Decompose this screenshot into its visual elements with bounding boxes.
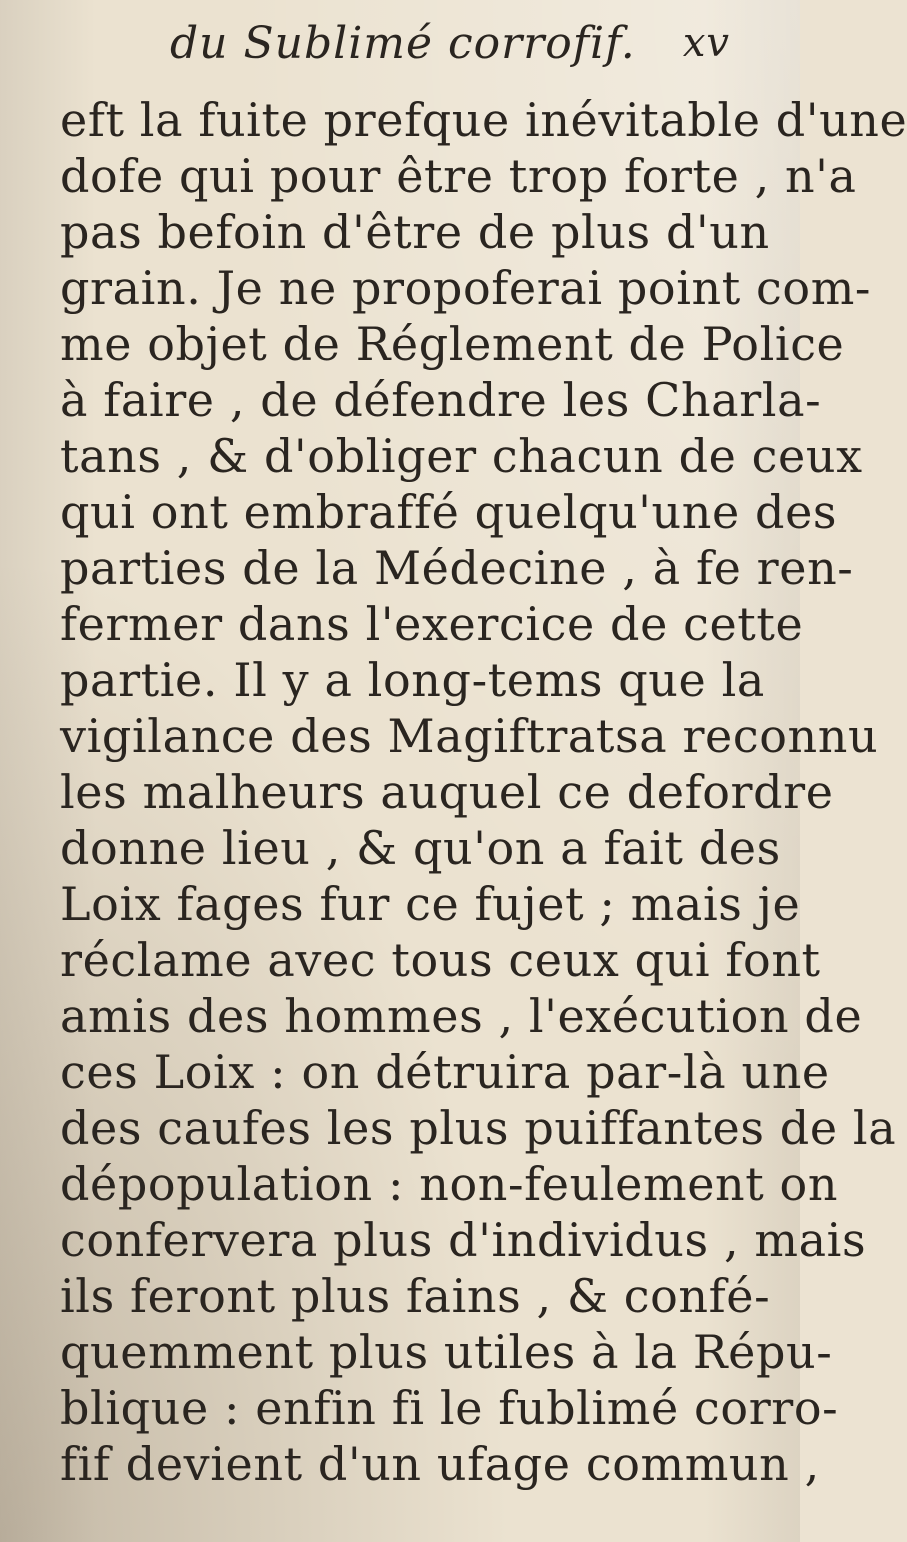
text-line: à faire , de défendre les Charla-: [60, 373, 822, 427]
text-line: donne lieu , & qu'on a fait des: [60, 821, 781, 875]
text-line: quemment plus utiles à la Répu-: [60, 1325, 833, 1379]
text-line: pas befoin d'être de plus d'un: [60, 205, 770, 259]
running-head-title: du Sublimé corrofif.: [170, 18, 636, 69]
body-text: [60, 92, 907, 1492]
text-line: parties de la Médecine , à fe ren-: [60, 541, 854, 595]
text-line: tans , & d'obliger chacun de ceux: [60, 429, 863, 483]
running-head: [170, 18, 730, 78]
text-line: les malheurs auquel ce defordre: [60, 765, 834, 819]
text-line: vigilance des Magiftratsa reconnu: [60, 709, 879, 763]
page-number: xv: [682, 20, 730, 66]
text-line: qui ont embraffé quelqu'une des: [60, 485, 838, 539]
text-line: confervera plus d'individus , mais: [60, 1213, 867, 1267]
text-line: ces Loix : on détruira par-là une: [60, 1045, 830, 1099]
text-line: ils feront plus fains , & confé-: [60, 1269, 771, 1323]
text-line: des caufes les plus puiffantes de la: [60, 1101, 897, 1155]
text-line: fif devient d'un ufage commun ,: [60, 1437, 820, 1491]
text-line: blique : enfin fi le fublimé corro-: [60, 1381, 839, 1435]
text-line: Loix fages fur ce fujet ; mais je: [60, 877, 801, 931]
text-line: partie. Il y a long-tems que la: [60, 653, 765, 707]
text-line: dofe qui pour être trop forte , n'a: [60, 149, 857, 203]
text-line: me objet de Réglement de Police: [60, 317, 845, 371]
text-line: amis des hommes , l'exécution de: [60, 989, 863, 1043]
text-line: fermer dans l'exercice de cette: [60, 597, 804, 651]
text-line: grain. Je ne propoferai point com-: [60, 261, 872, 315]
text-line: eft la fuite prefque inévitable d'une: [60, 93, 907, 147]
text-line: réclame avec tous ceux qui font: [60, 933, 821, 987]
text-line: dépopulation : non-feulement on: [60, 1157, 839, 1211]
